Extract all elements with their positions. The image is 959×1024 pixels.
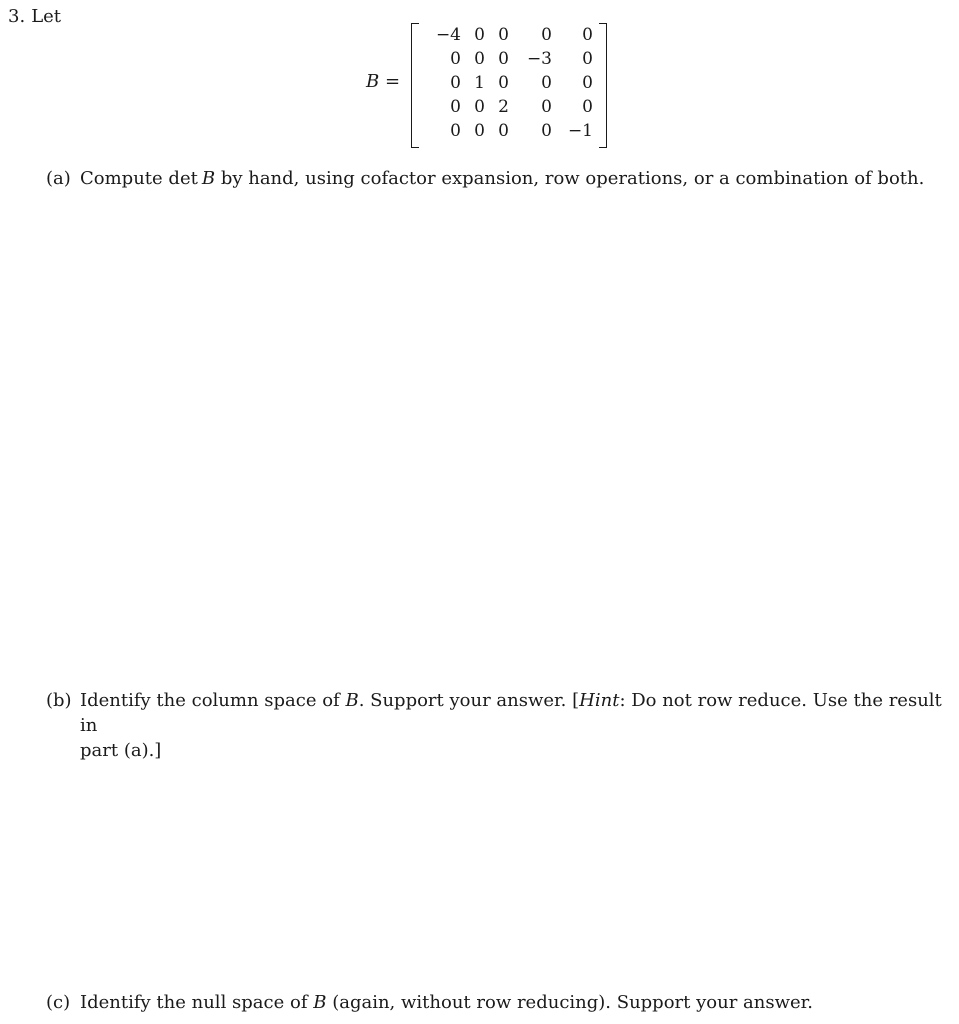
part-b-text — [80, 688, 951, 763]
problem-intro: Let — [31, 6, 62, 27]
matrix-cell: −1 — [567, 121, 593, 141]
problem-number: 3. — [8, 6, 26, 27]
matrix-cell: 0 — [498, 25, 509, 45]
part-b — [46, 688, 951, 761]
matrix-label — [366, 71, 400, 92]
part-c-var: B — [313, 992, 327, 1013]
matrix-cell: 1 — [474, 73, 485, 93]
hint-text: : Do not row reduce. Use the result in — [80, 690, 942, 736]
problem-header — [8, 6, 61, 27]
part-a-text-before: Compute — [80, 168, 163, 189]
part-b-line2: part (a).] — [80, 740, 162, 761]
part-c — [46, 990, 946, 1016]
matrix-name: B — [366, 71, 380, 92]
part-b-text-after: . Support your answer. — [358, 690, 567, 711]
matrix-b — [411, 23, 607, 147]
matrix-cell: −4 — [435, 25, 461, 45]
matrix-cell: 0 — [582, 49, 593, 69]
hint-word: Hint — [579, 690, 620, 711]
matrix-cell: 0 — [541, 25, 552, 45]
part-c-text-after: (again, without row reducing). Support your answer. — [332, 992, 813, 1013]
part-a — [46, 166, 946, 192]
matrix-cell: 0 — [541, 97, 552, 117]
part-a-text-after: by hand, using cofactor expansion, row operations, or a combination of both. — [220, 168, 925, 189]
part-c-text — [80, 990, 813, 1015]
right-bracket — [599, 23, 607, 148]
matrix-cell: 0 — [498, 73, 509, 93]
part-a-label: (a) — [46, 168, 71, 189]
matrix-cell: 0 — [450, 73, 461, 93]
det-operator: det — [168, 168, 198, 189]
hint-open-bracket: [ — [572, 690, 580, 711]
matrix-cell: 0 — [582, 97, 593, 117]
matrix-cell: 0 — [474, 97, 485, 117]
matrix-cell: −3 — [526, 49, 552, 69]
matrix-cell: 0 — [541, 121, 552, 141]
matrix-cell: 0 — [498, 121, 509, 141]
matrix-cell: 0 — [450, 121, 461, 141]
matrix-cell: 0 — [474, 25, 485, 45]
matrix-cell: 0 — [582, 25, 593, 45]
left-bracket — [411, 23, 419, 148]
matrix-cell: 0 — [450, 49, 461, 69]
part-b-text-before: Identify the column space of — [80, 690, 340, 711]
matrix-cell: 0 — [541, 73, 552, 93]
part-a-text — [80, 166, 924, 191]
part-b-var: B — [345, 690, 359, 711]
part-b-label: (b) — [46, 690, 72, 711]
part-c-label: (c) — [46, 992, 71, 1013]
matrix-cell: 2 — [498, 97, 509, 117]
equals-sign: = — [384, 71, 401, 92]
matrix-cell: 0 — [474, 49, 485, 69]
matrix-cell: 0 — [582, 73, 593, 93]
part-c-text-before: Identify the null space of — [80, 992, 308, 1013]
matrix-cell: 0 — [450, 97, 461, 117]
matrix-cell: 0 — [474, 121, 485, 141]
matrix-cell: 0 — [498, 49, 509, 69]
part-a-var: B — [201, 168, 216, 189]
